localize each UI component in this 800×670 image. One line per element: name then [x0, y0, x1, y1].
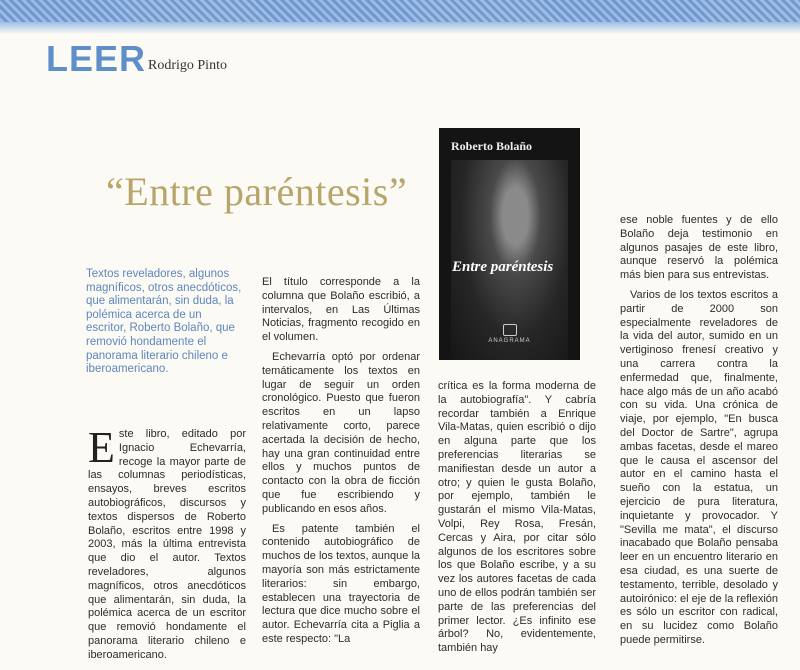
byline: Rodrigo Pinto [148, 58, 227, 73]
column-2-paragraph-1: El título corresponde a la columna que Bolaño escribió, a intervalos, en Las Últimas Noticias, fragmento recogido en el volumen. [262, 276, 420, 344]
column-4 [620, 214, 778, 654]
column-2-paragraph-3: Es patente también el contenido autobiográfico de muchos de los textos, aunque la mayoría son más estrictamente literarios: sin embargo, establecen una trayectoria de lectura que dice mucho sobre el autor. Echevarría cita a Piglia a este respecto: "La [262, 522, 420, 645]
cover-publisher: ANAGRAMA [488, 338, 531, 344]
drop-cap: E [88, 423, 115, 472]
column-3-paragraph-1: crítica es la forma moderna de la autobiografía". Y cabría recordar también a Enrique Vila-Matas, quien escribió o dijo en alguna parte que los preferencias literarias se manifiestan desde un autor a otro; y quien le gusta Bolaño, por ejemplo, también le gustarán el mismo Vila-Matas, Volpi, Rey Rosa, Fresán, Cercas y Aira, por citar sólo algunos de los escritores sobre los que Bolaño escribe, y a su vez los autores facetas de cada uno de ellos podrán también ser parte de las preferencias del primer lector. ¿Es infinito ese árbol? No, evidentemente, también hay [438, 380, 596, 655]
section-label: LEER [46, 38, 147, 79]
cover-title: Entre paréntesis [452, 259, 554, 275]
column-2 [262, 276, 420, 653]
book-cover-image [439, 128, 580, 360]
column-2-paragraph-2: Echevarría optó por ordenar temáticamente los textos en lugar de seguir un orden cronológico. Puesto que fueron escritos en un lapso relativamente corto, parece acertada la decisión de hecho, hay una gran continuidad entre ellos y muchos puntos de contacto con la obra de ficción que fue escribiendo y publicando en esos años. [262, 350, 420, 515]
lead-paragraph: Textos reveladores, algunos magníficos, otros anecdóticos, que alimentarán, sin duda, la polémica acerca de un escritor, Roberto Bolaño, que removió hondamente el panorama literario chileno e iberoamericano. [86, 268, 242, 376]
column-3 [438, 380, 596, 662]
column-1-paragraph [88, 423, 246, 663]
publisher-logo-icon [503, 324, 517, 336]
column-4-paragraph-2: Varios de los textos escritos a partir de 2000 son especialmente reveladores de la vida del autor, sumido en un vertiginoso frenesí creativo y una carrera contra la enfermedad que, finalmente, hace algo más de un año acabó con su vida. Una crónica de viaje, por ejemplo, "En busca del Doctor de Sartre", agrupa ambas facetas, desde el mareo que le causa el ascensor del autor en el camino hasta el sueño con la estatua, un ejercicio de pura literatura, inquietante y provocador. Y "Sevilla me mata", el discurso inacabado que Bolaño pensaba leer en un encuentro literario en esa ciudad, es una suerte de testamento, terrible, desolado y autoirónico: el eje de la reflexión es sólo un escritor con radical, en su lucidez como Bolaño puede permitirse. [620, 288, 778, 646]
cover-author: Roberto Bolaño [451, 139, 532, 153]
column-1-text: ste libro, editado por Ignacio Echevarría, recoge la mayor parte de las columnas periodísticas, ensayos, breves escritos autobiográficos, discursos y textos dispersos de Roberto Bolaño, escritos entre 1998 y 2003, más la última entrevista que dio el autor. Textos reveladores, algunos magníficos, otros anecdóticos que alimentarán, sin duda, la polémica acerca de un escritor que removió hondamente el panorama literario chileno e iberoamericano. [88, 428, 246, 661]
column-1 [88, 423, 246, 669]
column-4-paragraph-1: ese noble fuentes y de ello Bolaño deja testimonio en algunos pasajes de este libro, aunque reservó la polémica más bien para sus entrevistas. [620, 214, 778, 282]
article-title: “Entre paréntesis” [106, 169, 408, 214]
header-band-fade [0, 22, 800, 34]
